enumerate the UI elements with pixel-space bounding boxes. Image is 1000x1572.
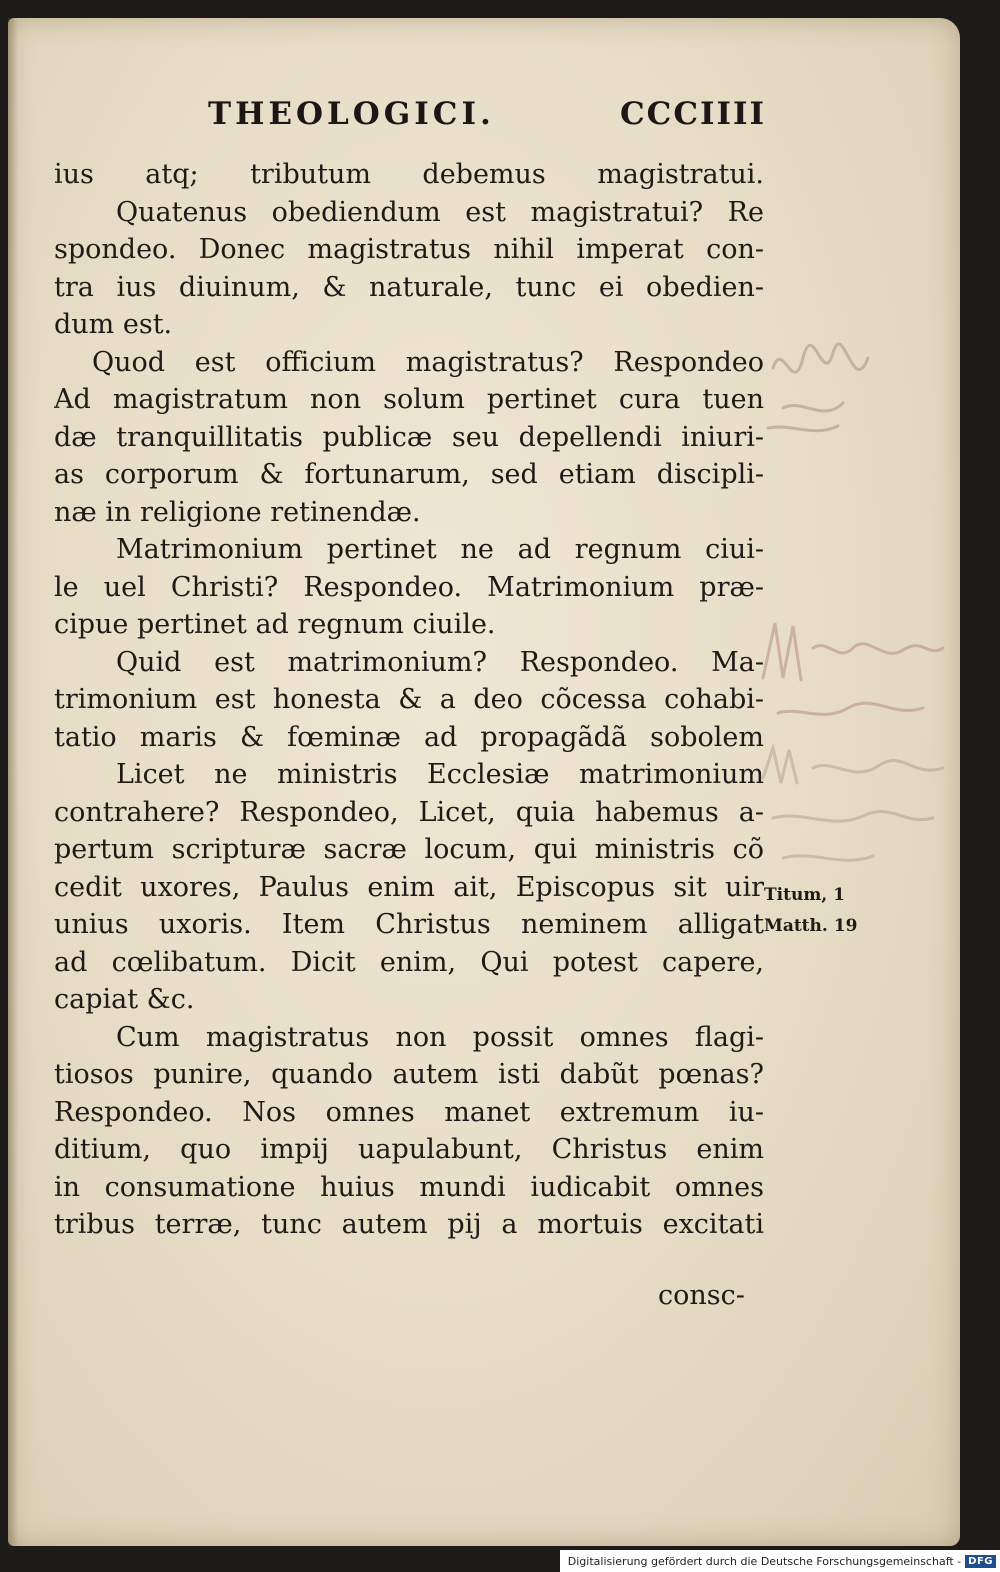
- text-line: dum est.: [54, 309, 173, 340]
- text-line: Matrimonium pertinet ne ad regnum ciui-: [116, 534, 764, 565]
- text-line: Quatenus obediendum est magistratui? Re: [116, 196, 764, 228]
- text-line: tribus terræ, tunc autem pij a mortuis excitati: [54, 1209, 764, 1240]
- text-line: cipue pertinet ad regnum ciuile.: [54, 609, 496, 640]
- text-line: Quod est officium magistratus? Respondeo: [92, 346, 764, 378]
- text-line: ditium, quo impij uapulabunt, Christus enim: [54, 1134, 764, 1165]
- text-line: Licet ne ministris Ecclesiæ matrimonium: [116, 759, 764, 790]
- margin-note-matthew: Matth. 19: [764, 916, 858, 936]
- text-line: Quid est matrimonium? Respondeo. Ma-: [116, 646, 764, 678]
- handwritten-annotation-1: [753, 328, 953, 448]
- text-line: as corporum & fortunarum, sed etiam discipli-: [54, 459, 764, 490]
- text-line: dæ tranquillitatis publicæ seu depellendi iniuri-: [54, 421, 764, 453]
- folio-number: CCCIIII: [620, 96, 767, 132]
- text-line: Respondeo. Nos omnes manet extremum iu-: [54, 1096, 764, 1128]
- text-line: trimonium est honesta & a deo cõcessa cohabi-: [54, 684, 764, 715]
- margin-note-titus: Titum, 1: [764, 885, 845, 905]
- catchword: consc-: [658, 1280, 745, 1311]
- text-line: in consumatione huius mundi iudicabit omnes: [54, 1171, 764, 1203]
- text-line: tatio maris & fœminæ ad propagãdã sobolem: [54, 721, 764, 753]
- text-line: le uel Christi? Respondeo. Matrimonium præ-: [54, 571, 764, 603]
- text-line: tra ius diuinum, & naturale, tunc ei obedien-: [54, 271, 764, 303]
- dfg-logo-icon: DFG: [965, 1555, 996, 1568]
- handwritten-annotation-3: [753, 738, 953, 898]
- text-line: unius uxoris. Item Christus neminem alligat: [54, 909, 764, 940]
- running-head: THEOLOGICI.: [208, 96, 495, 132]
- text-line: næ in religione retinendæ.: [54, 496, 421, 528]
- text-line: Ad magistratum non solum pertinet cura tuen: [54, 384, 764, 415]
- text-line: tiosos punire, quando autem isti dabũt pœnas?: [54, 1059, 764, 1090]
- text-line: pertum scripturæ sacræ locum, qui ministris cõ: [54, 834, 764, 865]
- text-line: cedit uxores, Paulus enim ait, Episcopus sit uir: [54, 871, 764, 903]
- text-line: contrahere? Respondeo, Licet, quia habemus a-: [54, 796, 764, 828]
- text-line: Cum magistratus non possit omnes flagi-: [116, 1021, 764, 1053]
- credit-text: Digitalisierung gefördert durch die Deutsche Forschungsgemeinschaft -: [567, 1554, 962, 1568]
- handwritten-annotation-2: [753, 608, 953, 768]
- text-line: capiat &c.: [54, 984, 195, 1015]
- body-text: [54, 156, 764, 1244]
- text-line: ad cœlibatum. Dicit enim, Qui potest capere,: [54, 946, 764, 978]
- text-line: ius atq; tributum debemus magistratui.: [54, 159, 764, 190]
- digitization-credit-bar: [560, 1550, 1000, 1572]
- text-line: spondeo. Donec magistratus nihil imperat con-: [54, 234, 764, 265]
- page-gutter-shadow: [8, 18, 18, 1546]
- book-page: [8, 18, 960, 1546]
